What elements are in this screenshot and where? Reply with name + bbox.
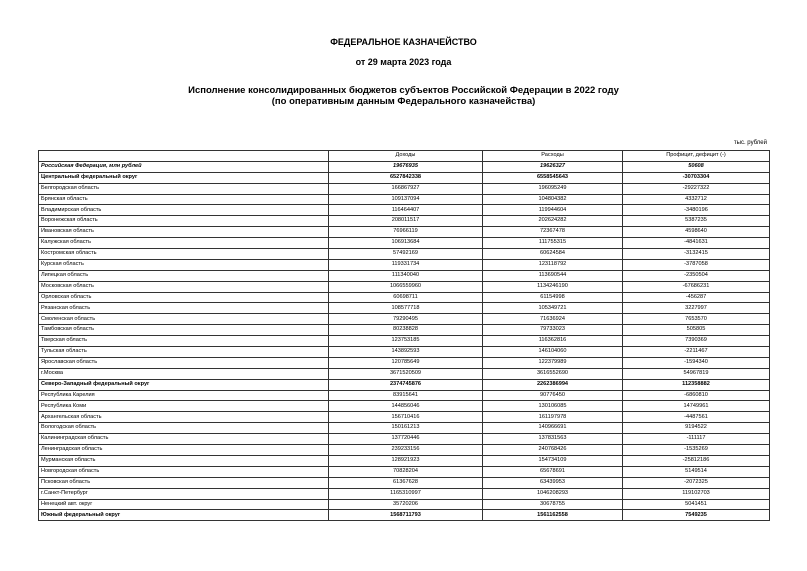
income-cell: 2374745876 [329, 379, 483, 390]
income-cell: 108577718 [329, 303, 483, 314]
income-cell: 123753185 [329, 336, 483, 347]
region-name-cell: Костромская область [39, 249, 329, 260]
expense-cell: 146104060 [483, 347, 623, 358]
region-name-cell: Архангельская область [39, 412, 329, 423]
balance-cell: -456287 [623, 292, 770, 303]
expense-cell: 123118792 [483, 259, 623, 270]
expense-cell: 137831563 [483, 434, 623, 445]
balance-cell: 505805 [623, 325, 770, 336]
expense-cell: 240768426 [483, 445, 623, 456]
balance-cell: -3787058 [623, 259, 770, 270]
region-name-cell: Республика Коми [39, 401, 329, 412]
column-header-region [39, 151, 329, 162]
balance-cell: -67686231 [623, 281, 770, 292]
table-body [39, 161, 770, 520]
table-row [39, 194, 770, 205]
balance-cell: 7653570 [623, 314, 770, 325]
table-row [39, 401, 770, 412]
table-row [39, 336, 770, 347]
expense-cell: 140966691 [483, 423, 623, 434]
expense-cell: 2262386994 [483, 379, 623, 390]
balance-cell: 7549235 [623, 510, 770, 521]
income-cell: 116464407 [329, 205, 483, 216]
table-row [39, 357, 770, 368]
income-cell: 143892593 [329, 347, 483, 358]
income-cell: 1568711793 [329, 510, 483, 521]
income-cell: 76966119 [329, 227, 483, 238]
balance-cell: -1535269 [623, 445, 770, 456]
expense-cell: 105349721 [483, 303, 623, 314]
table-row [39, 510, 770, 521]
balance-cell: -29227322 [623, 183, 770, 194]
balance-cell: 4332712 [623, 194, 770, 205]
region-name-cell: Центральный федеральный округ [39, 172, 329, 183]
income-cell: 83915641 [329, 390, 483, 401]
income-cell: 166867927 [329, 183, 483, 194]
table-row [39, 434, 770, 445]
table-row [39, 281, 770, 292]
income-cell: 6527842338 [329, 172, 483, 183]
column-header-expense: Расходы [483, 151, 623, 162]
column-header-balance: Профицит, дефицит (-) [623, 151, 770, 162]
expense-cell: 1134246190 [483, 281, 623, 292]
balance-cell: -3132415 [623, 249, 770, 260]
region-name-cell: Брянская область [39, 194, 329, 205]
expense-cell: 6558545643 [483, 172, 623, 183]
table-row [39, 477, 770, 488]
income-cell: 60698711 [329, 292, 483, 303]
balance-cell: 50608 [623, 161, 770, 172]
balance-cell: -1594340 [623, 357, 770, 368]
income-cell: 150161213 [329, 423, 483, 434]
balance-cell: 5041451 [623, 499, 770, 510]
balance-cell: 14749961 [623, 401, 770, 412]
table-row [39, 455, 770, 466]
expense-cell: 122379989 [483, 357, 623, 368]
region-name-cell: Ненецкий авт. округ [39, 499, 329, 510]
table-row [39, 238, 770, 249]
region-name-cell: Белгородская область [39, 183, 329, 194]
balance-cell: -4487561 [623, 412, 770, 423]
expense-cell: 71636924 [483, 314, 623, 325]
region-name-cell: Ленинградская область [39, 445, 329, 456]
balance-cell: 9194522 [623, 423, 770, 434]
balance-cell: 54967819 [623, 368, 770, 379]
expense-cell: 119944604 [483, 205, 623, 216]
region-name-cell: Мурманская область [39, 455, 329, 466]
balance-cell: -25812186 [623, 455, 770, 466]
table-row [39, 423, 770, 434]
expense-cell: 63439953 [483, 477, 623, 488]
expense-cell: 65678691 [483, 466, 623, 477]
table-header-row [39, 151, 770, 162]
expense-cell: 1561162558 [483, 510, 623, 521]
income-cell: 111340040 [329, 270, 483, 281]
table-row [39, 412, 770, 423]
units-label: тыс. рублей [733, 140, 767, 146]
income-cell: 106913684 [329, 238, 483, 249]
expense-cell: 19626327 [483, 161, 623, 172]
region-name-cell: Ярославская область [39, 357, 329, 368]
income-cell: 144856046 [329, 401, 483, 412]
income-cell: 35720206 [329, 499, 483, 510]
expense-cell: 90776450 [483, 390, 623, 401]
expense-cell: 202624282 [483, 216, 623, 227]
expense-cell: 116362816 [483, 336, 623, 347]
balance-cell: -4841631 [623, 238, 770, 249]
expense-cell: 60624584 [483, 249, 623, 260]
expense-cell: 130106085 [483, 401, 623, 412]
table-row [39, 183, 770, 194]
income-cell: 70828204 [329, 466, 483, 477]
region-name-cell: Калининградская область [39, 434, 329, 445]
expense-cell: 61154998 [483, 292, 623, 303]
table-row [39, 499, 770, 510]
income-cell: 239233156 [329, 445, 483, 456]
region-name-cell: Липецкая область [39, 270, 329, 281]
region-name-cell: Воронежская область [39, 216, 329, 227]
table-row [39, 368, 770, 379]
balance-cell: -2211467 [623, 347, 770, 358]
table-row [39, 270, 770, 281]
region-name-cell: Тверская область [39, 336, 329, 347]
income-cell: 3671520509 [329, 368, 483, 379]
income-cell: 57492169 [329, 249, 483, 260]
table-row [39, 172, 770, 183]
income-cell: 61367628 [329, 477, 483, 488]
expense-cell: 3616552690 [483, 368, 623, 379]
table-row [39, 303, 770, 314]
expense-cell: 1046208293 [483, 488, 623, 499]
budget-table [38, 150, 770, 521]
table-row [39, 466, 770, 477]
region-name-cell: Калужская область [39, 238, 329, 249]
region-name-cell: Тамбовская область [39, 325, 329, 336]
balance-cell: -111117 [623, 434, 770, 445]
region-name-cell: Орловская область [39, 292, 329, 303]
region-name-cell: Псковская область [39, 477, 329, 488]
region-name-cell: Южный федеральный округ [39, 510, 329, 521]
table-row [39, 227, 770, 238]
table-row [39, 249, 770, 260]
income-cell: 156710416 [329, 412, 483, 423]
income-cell: 119331734 [329, 259, 483, 270]
balance-cell: 3227997 [623, 303, 770, 314]
income-cell: 1066559960 [329, 281, 483, 292]
table-row [39, 161, 770, 172]
region-name-cell: Вологодская область [39, 423, 329, 434]
expense-cell: 113690544 [483, 270, 623, 281]
region-name-cell: Московская область [39, 281, 329, 292]
table-row [39, 205, 770, 216]
column-header-income: Доходы [329, 151, 483, 162]
expense-cell: 196095249 [483, 183, 623, 194]
table-row [39, 390, 770, 401]
expense-cell: 154734109 [483, 455, 623, 466]
balance-cell: -6860810 [623, 390, 770, 401]
region-name-cell: г.Москва [39, 368, 329, 379]
table-row [39, 445, 770, 456]
table-row [39, 259, 770, 270]
table-row [39, 216, 770, 227]
region-name-cell: Смоленская область [39, 314, 329, 325]
expense-cell: 30678755 [483, 499, 623, 510]
income-cell: 137720446 [329, 434, 483, 445]
region-name-cell: Курская область [39, 259, 329, 270]
table-row [39, 292, 770, 303]
income-cell: 1165310997 [329, 488, 483, 499]
balance-cell: -2350504 [623, 270, 770, 281]
agency-title: ФЕДЕРАЛЬНОЕ КАЗНАЧЕЙСТВО [330, 37, 477, 47]
report-title: Исполнение консолидированных бюджетов субъектов Российской Федерации в 2022 году [188, 85, 619, 96]
region-name-cell: Новгородская область [39, 466, 329, 477]
region-name-cell: Российская Федерация, млн рублей [39, 161, 329, 172]
region-name-cell: Тульская область [39, 347, 329, 358]
balance-cell: 4598640 [623, 227, 770, 238]
income-cell: 19676935 [329, 161, 483, 172]
region-name-cell: Ивановская область [39, 227, 329, 238]
expense-cell: 104804382 [483, 194, 623, 205]
table-row [39, 488, 770, 499]
table-row [39, 325, 770, 336]
balance-cell: -30703304 [623, 172, 770, 183]
income-cell: 208011517 [329, 216, 483, 227]
income-cell: 80238828 [329, 325, 483, 336]
table-row [39, 314, 770, 325]
balance-cell: 7390369 [623, 336, 770, 347]
income-cell: 120785649 [329, 357, 483, 368]
expense-cell: 161197978 [483, 412, 623, 423]
balance-cell: 5149514 [623, 466, 770, 477]
table-row [39, 347, 770, 358]
report-date: от 29 марта 2023 года [355, 57, 452, 67]
income-cell: 128921923 [329, 455, 483, 466]
region-name-cell: Северо-Западный федеральный округ [39, 379, 329, 390]
balance-cell: 112358882 [623, 379, 770, 390]
expense-cell: 111755315 [483, 238, 623, 249]
income-cell: 109137094 [329, 194, 483, 205]
region-name-cell: Республика Карелия [39, 390, 329, 401]
balance-cell: 5387235 [623, 216, 770, 227]
table-row [39, 379, 770, 390]
income-cell: 79290495 [329, 314, 483, 325]
balance-cell: 119102703 [623, 488, 770, 499]
expense-cell: 79733023 [483, 325, 623, 336]
expense-cell: 72367478 [483, 227, 623, 238]
report-subtitle: (по оперативным данным Федерального казначейства) [271, 96, 536, 107]
region-name-cell: Владимирская область [39, 205, 329, 216]
region-name-cell: г.Санкт-Петербург [39, 488, 329, 499]
balance-cell: -3480196 [623, 205, 770, 216]
balance-cell: -2072325 [623, 477, 770, 488]
region-name-cell: Рязанская область [39, 303, 329, 314]
